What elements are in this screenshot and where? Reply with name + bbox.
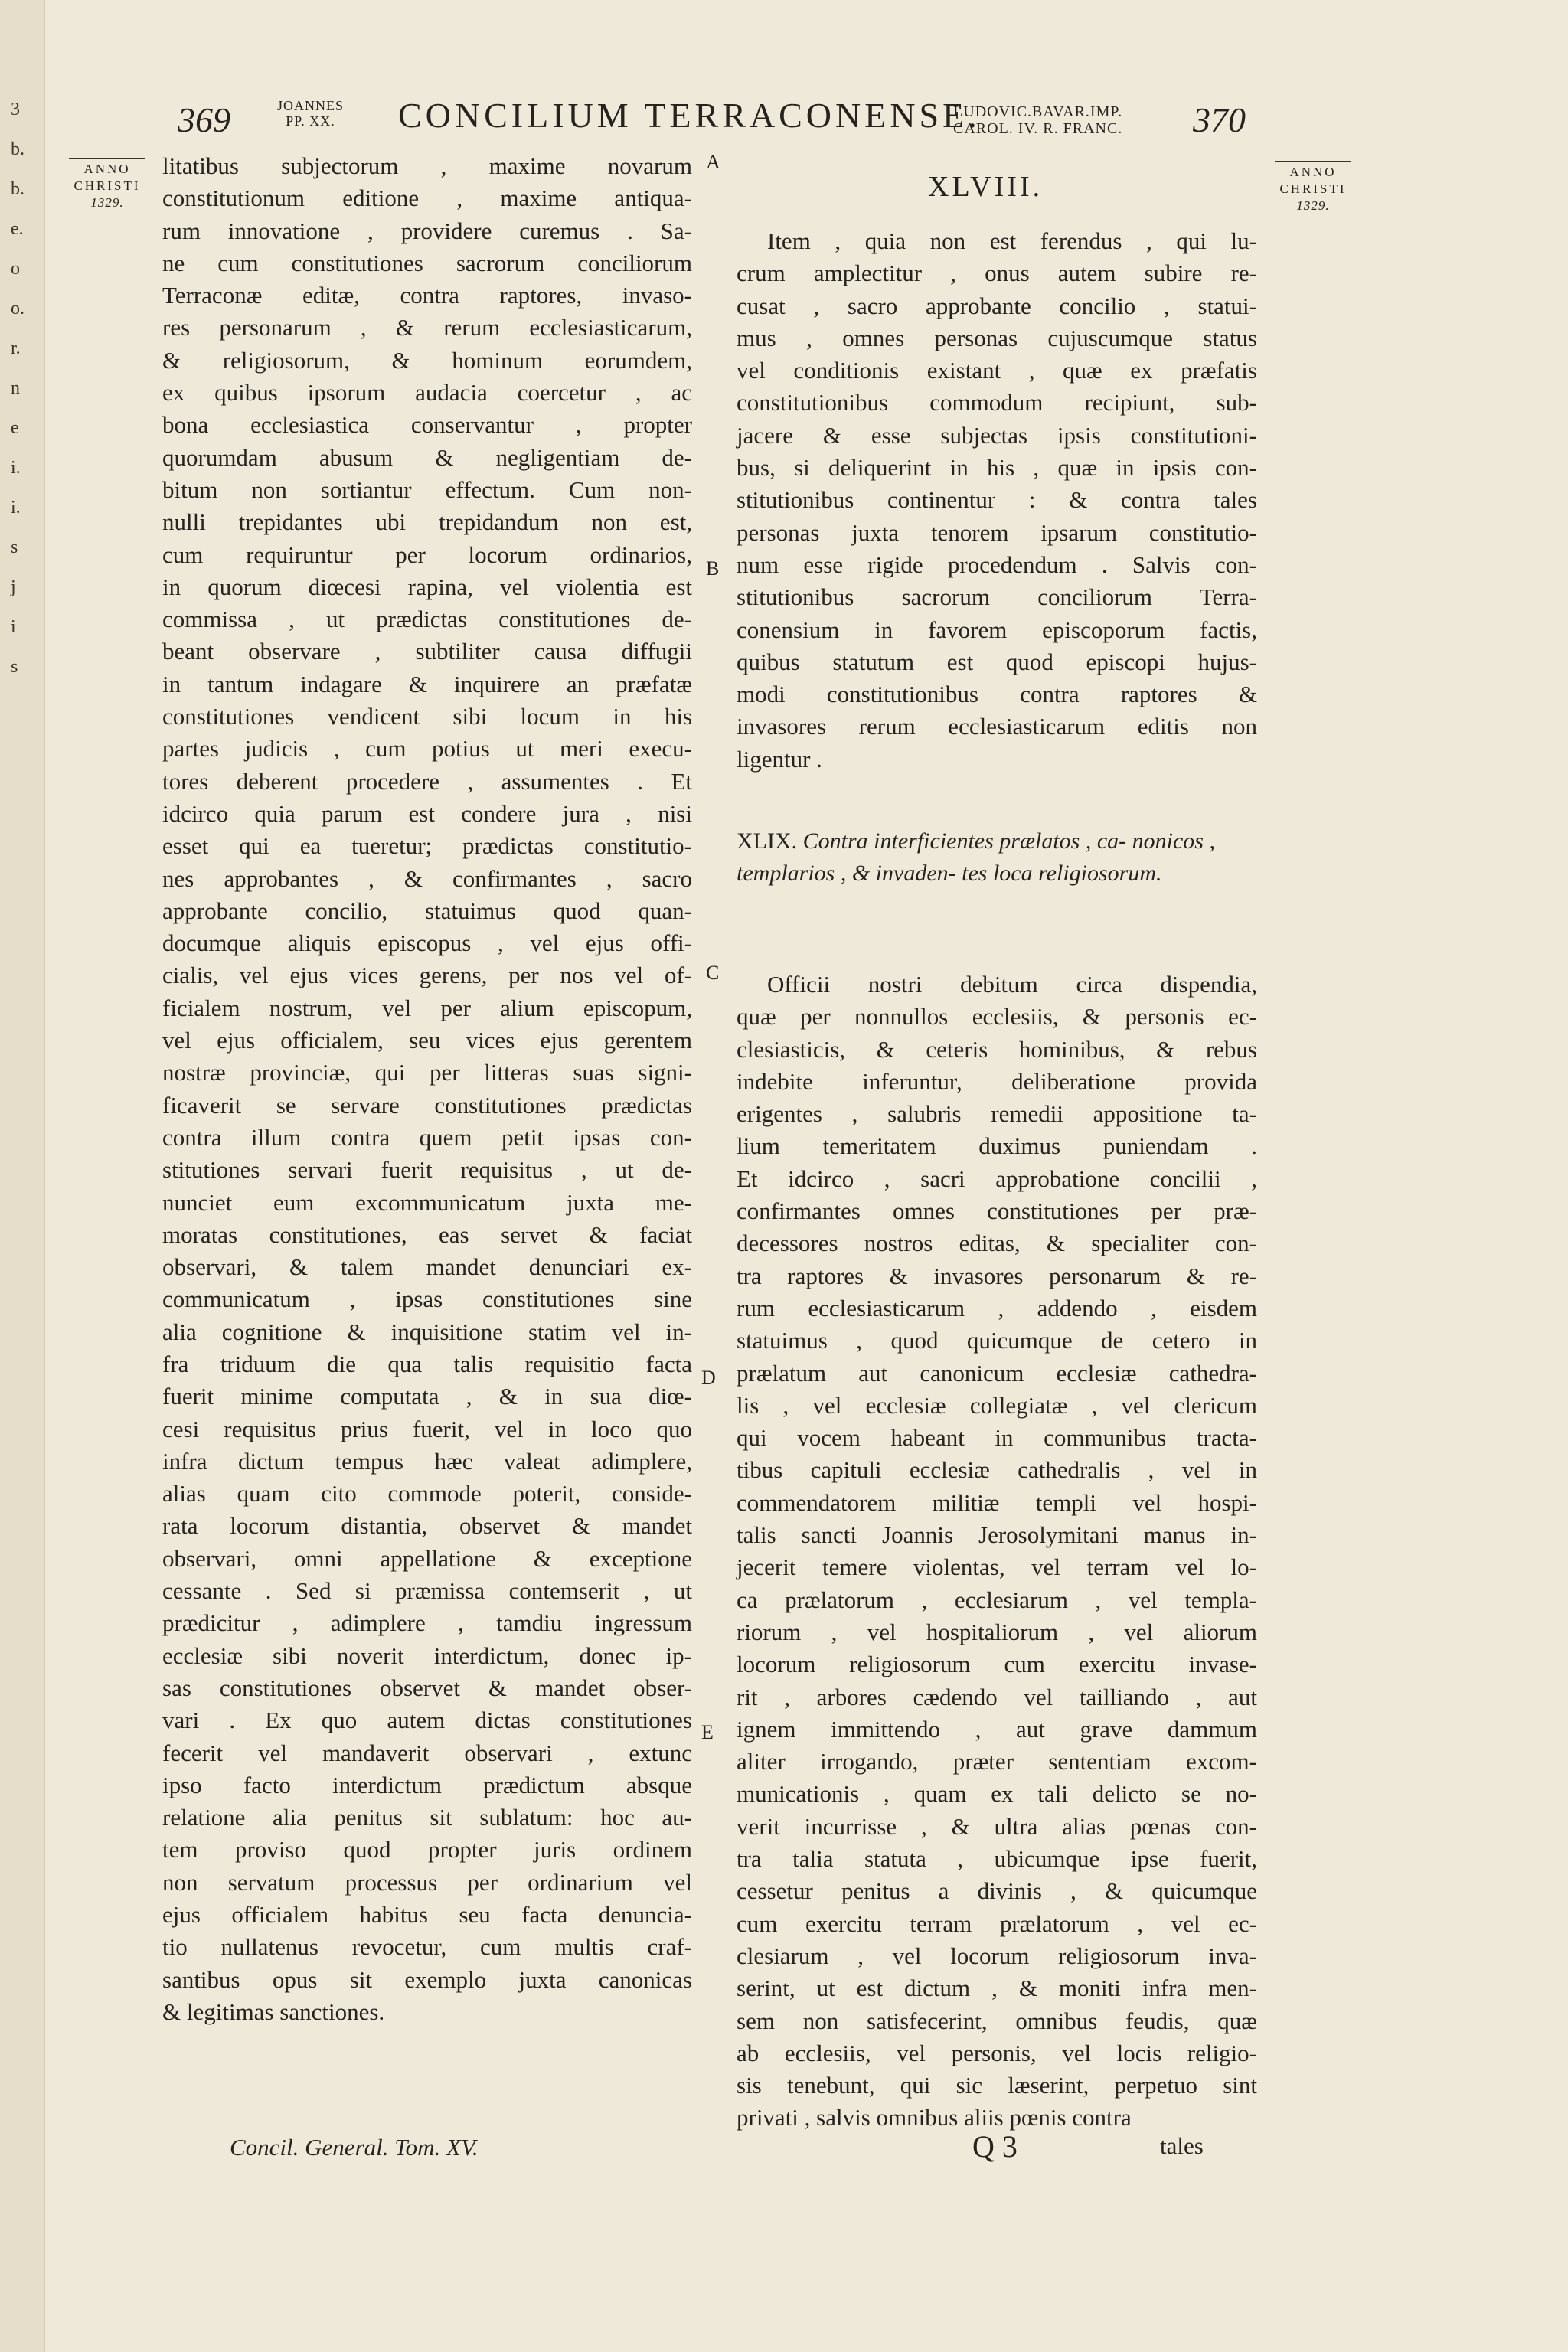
text-line: cialis, vel ejus vices gerens, per nos vel of- <box>162 962 692 989</box>
text-line: ipso facto interdictum prædictum absque <box>162 1771 692 1798</box>
text-line: observari, & talem mandet denunciari ex- <box>162 1253 692 1281</box>
text-line: mus , omnes personas cujuscumque status <box>737 324 1257 351</box>
text-line: observari, omni appellatione & exceptione <box>162 1544 692 1572</box>
text-line: & religiosorum, & hominum eorumdem, <box>162 346 692 374</box>
king-name: CAROL. IV. R. FRANC. <box>953 120 1123 137</box>
text-line: clesiasticis, & ceteris hominibus, & rebus <box>737 1035 1257 1063</box>
text-line: sem non satisfecerint, omnibus feudis, quæ <box>737 2007 1257 2034</box>
text-line: rum innovatione , providere curemus . Sa- <box>162 217 692 244</box>
facing-page-mark: s <box>11 537 18 557</box>
text-line: ficialem nostrum, vel per alium episcopum, <box>162 994 692 1021</box>
text-line: stitutiones servari fuerit requisitus , ut de- <box>162 1156 692 1184</box>
christi-label: CHRISTI <box>1279 181 1347 196</box>
facing-page-mark: o. <box>11 299 24 318</box>
pope-name: JOANNES <box>277 98 345 113</box>
text-line: modi constitutionibus contra raptores & <box>737 681 1257 708</box>
text-line: stitutionibus continentur : & contra tales <box>737 486 1257 514</box>
text-line: ab ecclesiis, vel personis, vel locis religio- <box>737 2039 1257 2066</box>
text-line: quibus statutum est quod episcopi hujus- <box>737 648 1257 675</box>
chapter-48-text <box>737 225 1257 776</box>
anno-label: ANNO <box>1289 165 1337 179</box>
text-line: partes judicis , cum potius ut meri execu- <box>162 735 692 763</box>
text-line: ne cum constitutiones sacrorum conciliorum <box>162 249 692 276</box>
text-line: rata locorum distantia, observet & mandet <box>162 1512 692 1540</box>
text-line: cessetur penitus a divinis , & quicumque <box>737 1877 1257 1905</box>
chapter-48-number: XLVIII. <box>928 171 1044 203</box>
chapter-49-title: Contra interficientes prælatos , ca- nonicos , templarios , & invaden- tes loca religiosorum. <box>737 828 1215 886</box>
anno-rule <box>1275 161 1351 162</box>
text-line: talis sancti Joannis Jerosolymitani manus in- <box>737 1521 1257 1549</box>
text-line: qui vocem habeant in communibus tracta- <box>737 1424 1257 1452</box>
facing-page-mark: i <box>11 617 16 637</box>
facing-page-mark: e <box>11 418 19 438</box>
pope-number: PP. XX. <box>286 113 335 129</box>
text-line: documque aliquis episcopus , vel ejus offi- <box>162 929 692 957</box>
text-line: nulli trepidantes ubi trepidandum non est, <box>162 508 692 536</box>
chapter-49-number: XLIX. <box>737 828 798 854</box>
text-line: in quorum diœcesi rapina, vel violentia est <box>162 573 692 600</box>
text-line: alia cognitione & inquisitione statim vel in- <box>162 1318 692 1345</box>
text-line: cum exercitu terram prælatorum , vel ec- <box>737 1909 1257 1937</box>
text-line: ligentur . <box>737 745 822 773</box>
facing-page-mark: b. <box>11 179 24 199</box>
page-number-left: 369 <box>178 100 230 139</box>
text-line: locorum religiosorum cum exercitu invase- <box>737 1651 1257 1678</box>
text-line: tem proviso quod propter juris ordinem <box>162 1836 692 1864</box>
text-line: tio nullatenus revocetur, cum multis craf- <box>162 1933 692 1961</box>
text-line: non servatum processus per ordinarium vel <box>162 1868 692 1896</box>
text-line: conensium in favorem episcoporum factis, <box>737 616 1257 643</box>
text-line: jacere & esse subjectas ipsis constitutioni- <box>737 421 1257 449</box>
facing-page-edge <box>0 0 45 2352</box>
left-column-text <box>162 150 692 2028</box>
text-line: relatione alia penitus sit sublatum: hoc au- <box>162 1804 692 1831</box>
text-line: statuimus , quod quicumque de cetero in <box>737 1327 1257 1354</box>
text-line: nunciet eum excommunicatum juxta me- <box>162 1188 692 1216</box>
text-line: moratas constitutiones, eas servet & faciat <box>162 1220 692 1248</box>
text-line: & legitimas sanctiones. <box>162 1998 385 2025</box>
text-line: commissa , ut prædictas constitutiones de- <box>162 606 692 633</box>
text-line: vel conditionis existant , quæ ex præfatis <box>737 357 1257 384</box>
text-line: constitutionibus commodum recipiunt, sub- <box>737 389 1257 416</box>
text-line: fra triduum die qua talis requisitio facta <box>162 1350 692 1377</box>
volume-reference: Concil. General. Tom. XV. <box>230 2134 479 2161</box>
text-line: ca prælatorum , ecclesiarum , vel templa- <box>737 1586 1257 1613</box>
text-line: santibus opus sit exemplo juxta canonicas <box>162 1965 692 1993</box>
text-line: approbante concilio, statuimus quod quan- <box>162 897 692 924</box>
text-line: rit , arbores cædendo vel tailliando , aut <box>737 1683 1257 1710</box>
section-marker-a: A <box>706 151 720 173</box>
text-line: ficaverit se servare constitutiones prædictas <box>162 1091 692 1119</box>
text-line: clesiarum , vel locorum religiosorum inva- <box>737 1942 1257 1969</box>
text-line: Terraconæ editæ, contra raptores, invaso- <box>162 282 692 309</box>
text-line: res personarum , & rerum ecclesiasticarum, <box>162 314 692 341</box>
text-line: municationis , quam ex tali delicto se no- <box>737 1780 1257 1808</box>
chapter-49-heading <box>737 825 1257 890</box>
text-line: constitutiones vendicent sibi locum in his <box>162 703 692 730</box>
text-line: in tantum indagare & inquirere an præfatæ <box>162 670 692 697</box>
text-line: cesi requisitus prius fuerit, vel in loco quo <box>162 1415 692 1442</box>
facing-page-mark: i. <box>11 498 21 518</box>
facing-page-mark: e. <box>11 219 24 239</box>
text-line: idcirco quia parum est condere jura , nisi <box>162 799 692 827</box>
text-line: quæ per nonnullos ecclesiis, & personis ec- <box>737 1003 1257 1031</box>
facing-page-mark: s <box>11 657 18 677</box>
text-line: fuerit minime computata , & in sua diœ- <box>162 1383 692 1410</box>
page-number-right: 370 <box>1193 100 1246 139</box>
signature-mark: Q 3 <box>972 2129 1018 2164</box>
section-marker-c: C <box>706 962 720 984</box>
text-line: tores deberent procedere , assumentes . Et <box>162 767 692 795</box>
text-line: privati , salvis omnibus aliis pœnis contra <box>737 2104 1132 2132</box>
text-line: verit incurrisse , & ultra alias pœnas con- <box>737 1812 1257 1840</box>
text-line: sas constitutiones observet & mandet obser- <box>162 1674 692 1701</box>
text-line: tra raptores & invasores personarum & re- <box>737 1262 1257 1289</box>
pope-heading <box>277 98 344 129</box>
text-line: decessores nostros editas, & specialiter con- <box>737 1230 1257 1257</box>
text-line: stitutionibus sacrorum conciliorum Terra- <box>737 583 1257 611</box>
anno-christi-right <box>1267 161 1359 214</box>
anno-christi-left <box>61 158 153 211</box>
anno-rule <box>69 158 145 159</box>
text-line: ejus officialem habitus seu facta denuncia- <box>162 1901 692 1929</box>
text-line: ecclesiæ sibi noverit interdictum, donec ip- <box>162 1642 692 1669</box>
text-line: contra illum contra quem petit ipsas con- <box>162 1123 692 1151</box>
text-line: infra dictum tempus hæc valeat adimplere, <box>162 1447 692 1475</box>
text-line: cessante . Sed si præmissa contemserit , ut <box>162 1577 692 1605</box>
text-line: bus, si deliquerint in his , quæ in ipsis con- <box>737 454 1257 482</box>
text-line: communicatum , ipsas constitutiones sine <box>162 1285 692 1313</box>
text-line: crum amplectitur , onus autem subire re- <box>737 260 1257 287</box>
text-line: quorumdam abusum & negligentiam de- <box>162 443 692 471</box>
text-line: esset qui ea tueretur; prædictas constitutio- <box>162 832 692 860</box>
chapter-49-text <box>737 969 1257 2135</box>
text-line: cusat , sacro approbante concilio , statui- <box>737 292 1257 319</box>
text-line: alias quam cito commode poterit, conside- <box>162 1480 692 1508</box>
section-marker-b: B <box>706 557 720 580</box>
anno-label: ANNO <box>83 162 131 176</box>
text-line: tra talia statuta , ubicumque ipse fuerit, <box>737 1845 1257 1873</box>
rulers-heading <box>953 103 1122 137</box>
text-line: beant observare , subtiliter causa diffugii <box>162 638 692 665</box>
section-marker-d: D <box>701 1367 716 1389</box>
text-line: num esse rigide procedendum . Salvis con- <box>737 550 1257 578</box>
text-line: ignem immittendo , aut grave dammum <box>737 1715 1257 1743</box>
text-line: fecerit vel mandaverit observari , extunc <box>162 1739 692 1766</box>
text-line: invasores rerum ecclesiasticarum editis non <box>737 713 1257 740</box>
text-line: prælatum aut canonicum ecclesiæ cathedra- <box>737 1359 1257 1387</box>
facing-page-mark: r. <box>11 338 21 358</box>
running-title: CONCILIUM TERRACONENSE. <box>398 96 981 135</box>
anno-year: 1329. <box>1296 198 1330 213</box>
emperor-name: LUDOVIC.BAVAR.IMP. <box>953 103 1123 120</box>
text-line: vari . Ex quo autem dictas constitutiones <box>162 1707 692 1734</box>
text-line: cum requiruntur per locorum ordinarios, <box>162 541 692 568</box>
section-marker-e: E <box>701 1721 714 1743</box>
text-line: vel ejus officialem, seu vices ejus gerentem <box>162 1027 692 1054</box>
text-line: indebite inferuntur, deliberatione provida <box>737 1067 1257 1095</box>
facing-page-mark: 3 <box>11 100 20 119</box>
facing-page-mark: i. <box>11 458 21 478</box>
text-line: sis tenebunt, qui sic læserint, perpetuo sint <box>737 2072 1257 2099</box>
text-line: nostræ provinciæ, qui per litteras suas signi- <box>162 1059 692 1086</box>
text-line: commendatorem militiæ templi vel hospi- <box>737 1488 1257 1516</box>
text-line: Et idcirco , sacri approbatione concilii , <box>737 1165 1257 1192</box>
text-line: riorum , vel hospitaliorum , vel aliorum <box>737 1618 1257 1645</box>
text-line: personas juxta tenorem ipsarum constitutio- <box>737 518 1257 546</box>
text-line: erigentes , salubris remedii appositione ta- <box>737 1100 1257 1128</box>
text-line: lium temeritatem duximus puniendam . <box>737 1132 1257 1160</box>
facing-page-mark: o <box>11 259 20 279</box>
text-line: tibus capituli ecclesiæ cathedralis , vel in <box>737 1456 1257 1484</box>
text-line: bitum non sortiantur effectum. Cum non- <box>162 475 692 503</box>
text-line: Item , quia non est ferendus , qui lu- <box>767 227 1257 254</box>
facing-page-mark: n <box>11 378 20 398</box>
text-line: jecerit temere violentas, vel terram vel lo- <box>737 1553 1257 1581</box>
text-line: serint, ut est dictum , & moniti infra men- <box>737 1975 1257 2002</box>
text-line: confirmantes omnes constitutiones per præ- <box>737 1197 1257 1225</box>
text-line: prædicitur , adimplere , tamdiu ingressum <box>162 1609 692 1637</box>
christi-label: CHRISTI <box>74 178 141 193</box>
facing-page-mark: b. <box>11 139 24 159</box>
text-line: bona ecclesiastica conservantur , propter <box>162 411 692 439</box>
text-line: ex quibus ipsorum audacia coercetur , ac <box>162 379 692 407</box>
text-line: rum ecclesiasticarum , addendo , eisdem <box>737 1294 1257 1321</box>
text-line: nes approbantes , & confirmantes , sacro <box>162 864 692 892</box>
text-line: aliter irrogando, præter sententiam excom- <box>737 1748 1257 1775</box>
catchword: tales <box>1160 2132 1204 2159</box>
facing-page-mark: j <box>11 577 16 597</box>
anno-year: 1329. <box>90 195 124 210</box>
text-line: constitutionum editione , maxime antiqua- <box>162 185 692 212</box>
text-line: litatibus subjectorum , maxime novarum <box>162 152 692 179</box>
text-line: lis , vel ecclesiæ collegiatæ , vel clericum <box>737 1391 1257 1419</box>
text-line: Officii nostri debitum circa dispendia, <box>767 971 1257 998</box>
